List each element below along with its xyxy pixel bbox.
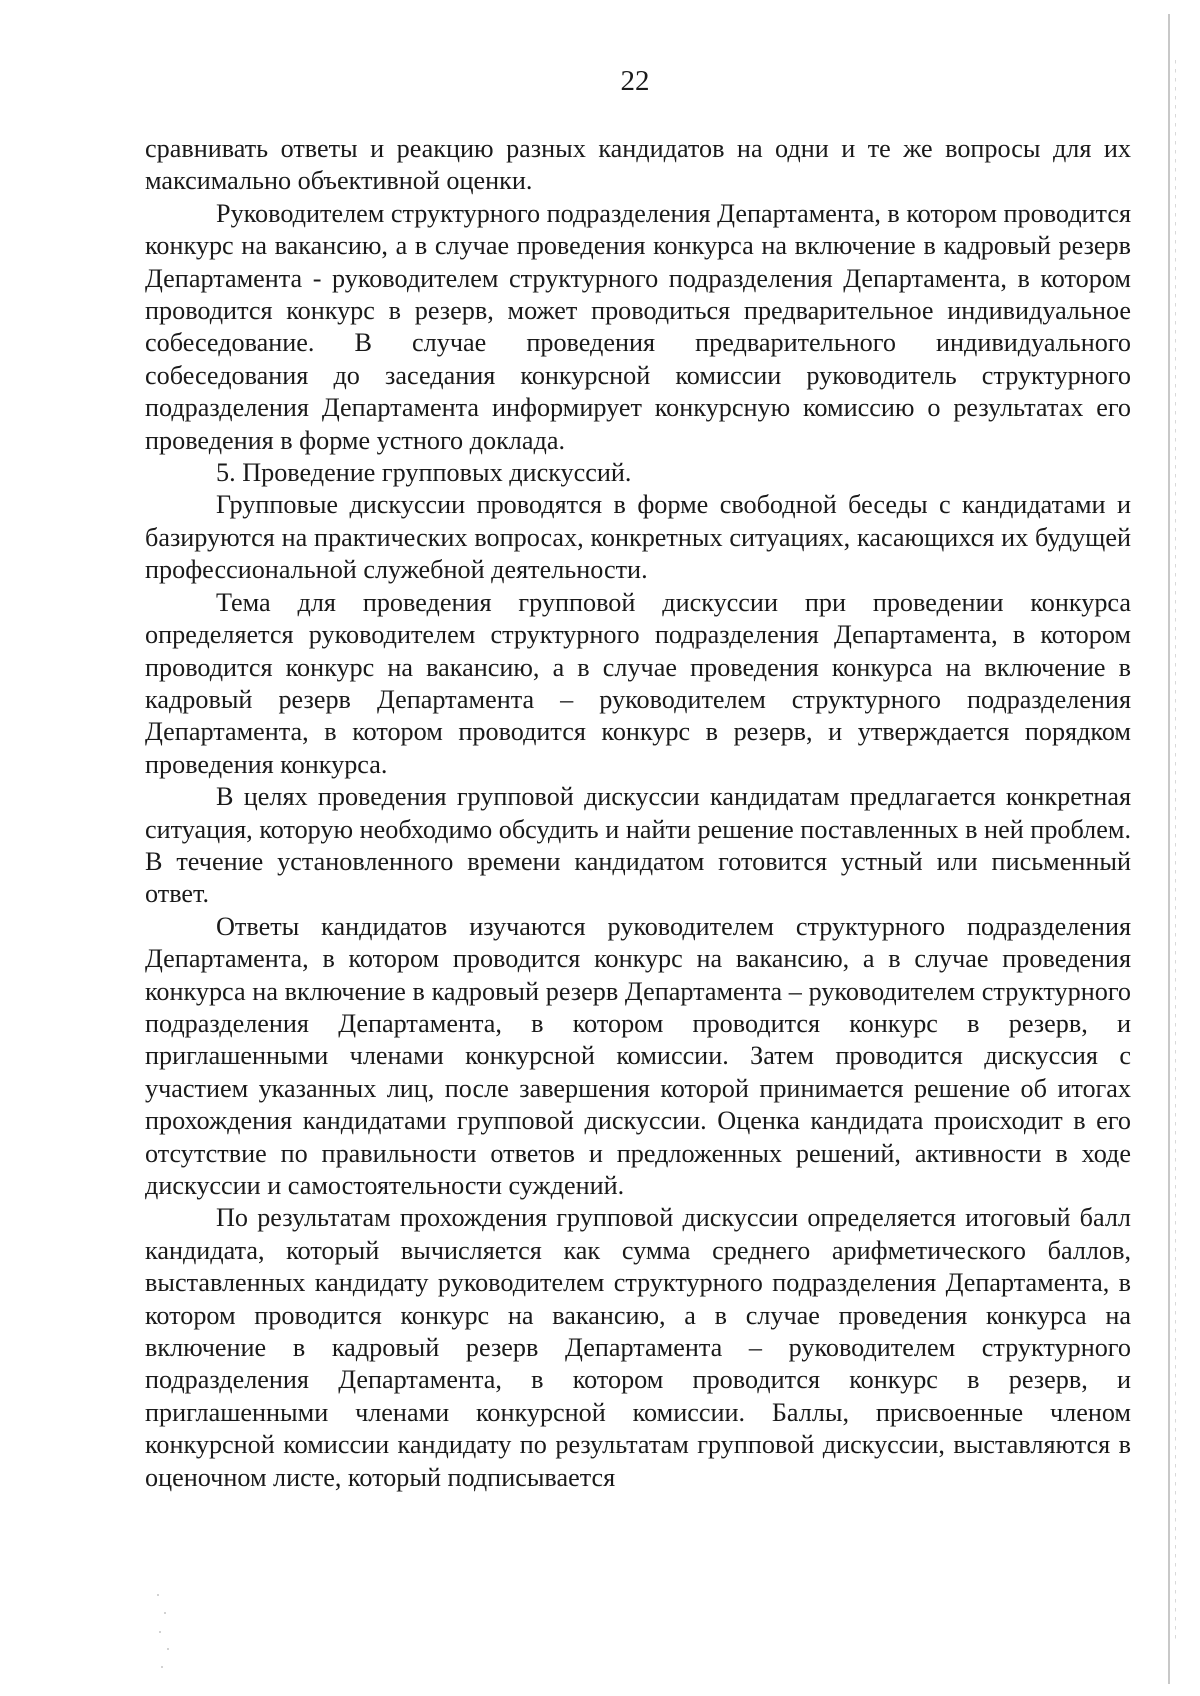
scan-edge-line [1168,14,1170,1684]
paragraph: По результатам прохождения групповой дискуссии определяется итоговый балл кандидата, который вычисляется как сумма среднего арифметического баллов, выставленных кандидату руководителем структурного подразделения Департамента, в котором проводится конкурс на вакансию, а в случае проведения конкурса на включение в кадровый резерв Департамента – руководителем структурного подразделения Департамента, в котором проводится конкурс в резерв, и приглашенными членами конкурсной комиссии. Баллы, присвоенные членом конкурсной комиссии кандидату по результатам групповой дискуссии, выставляются в оценочном листе, который подписывается [145,1203,1131,1492]
section-heading: 5. Проведение групповых дискуссий. [216,458,632,488]
paragraph: В целях проведения групповой дискуссии кандидатам предлагается конкретная ситуация, которую необходимо обсудить и найти решение поставленных в ней проблем. В течение установленного времени кандидатом готовится устный или письменный ответ. [145,782,1131,909]
scan-edge-dots [1175,60,1176,1640]
paragraph: Руководителем структурного подразделения Департамента, в котором проводится конкурс на вакансию, а в случае проведения конкурса на включение в кадровый резерв Департамента - руководителем структурного подразделения Департамента, в котором проводится конкурс в резерв, может проводиться предварительное индивидуальное собеседование. В случае проведения предварительного индивидуального собеседования до заседания конкурсной комиссии руководитель структурного подразделения Департамента информирует конкурсную комиссию о результатах его проведения в форме устного доклада. [145,198,1131,455]
paragraph: сравнивать ответы и реакцию разных кандидатов на одни и те же вопросы для их максимально объективной оценки. [145,134,1131,196]
page-number: 22 [620,65,650,97]
paragraph: Групповые дискуссии проводятся в форме свободной беседы с кандидатами и базируются на практических вопросах, конкретных ситуациях, касающихся их будущей профессиональной служебной деятельности. [145,490,1131,585]
paragraph: Тема для проведения групповой дискуссии при проведении конкурса определяется руководителем структурного подразделения Департамента, в котором проводится конкурс на вакансию, а в случае проведения конкурса на включение в кадровый резерв Департамента – руководителем структурного подразделения Департамента, в котором проводится конкурс в резерв, и утверждается порядком проведения конкурса. [145,587,1131,779]
document-body [145,133,1131,1494]
scan-noise [155,1590,175,1680]
paragraph: Ответы кандидатов изучаются руководителем структурного подразделения Департамента, в котором проводится конкурс на вакансию, а в случае проведения конкурса на включение в кадровый резерв Департамента – руководителем структурного подразделения Департамента, в котором проводится конкурс в резерв, и приглашенными членами конкурсной комиссии. Затем проводится дискуссия с участием указанных лиц, после завершения которой принимается решение об итогах прохождения кандидатами групповой дискуссии. Оценка кандидата происходит в его отсутствие по правильности ответов и предложенных решений, активности в ходе дискуссии и самостоятельности суждений. [145,911,1131,1200]
